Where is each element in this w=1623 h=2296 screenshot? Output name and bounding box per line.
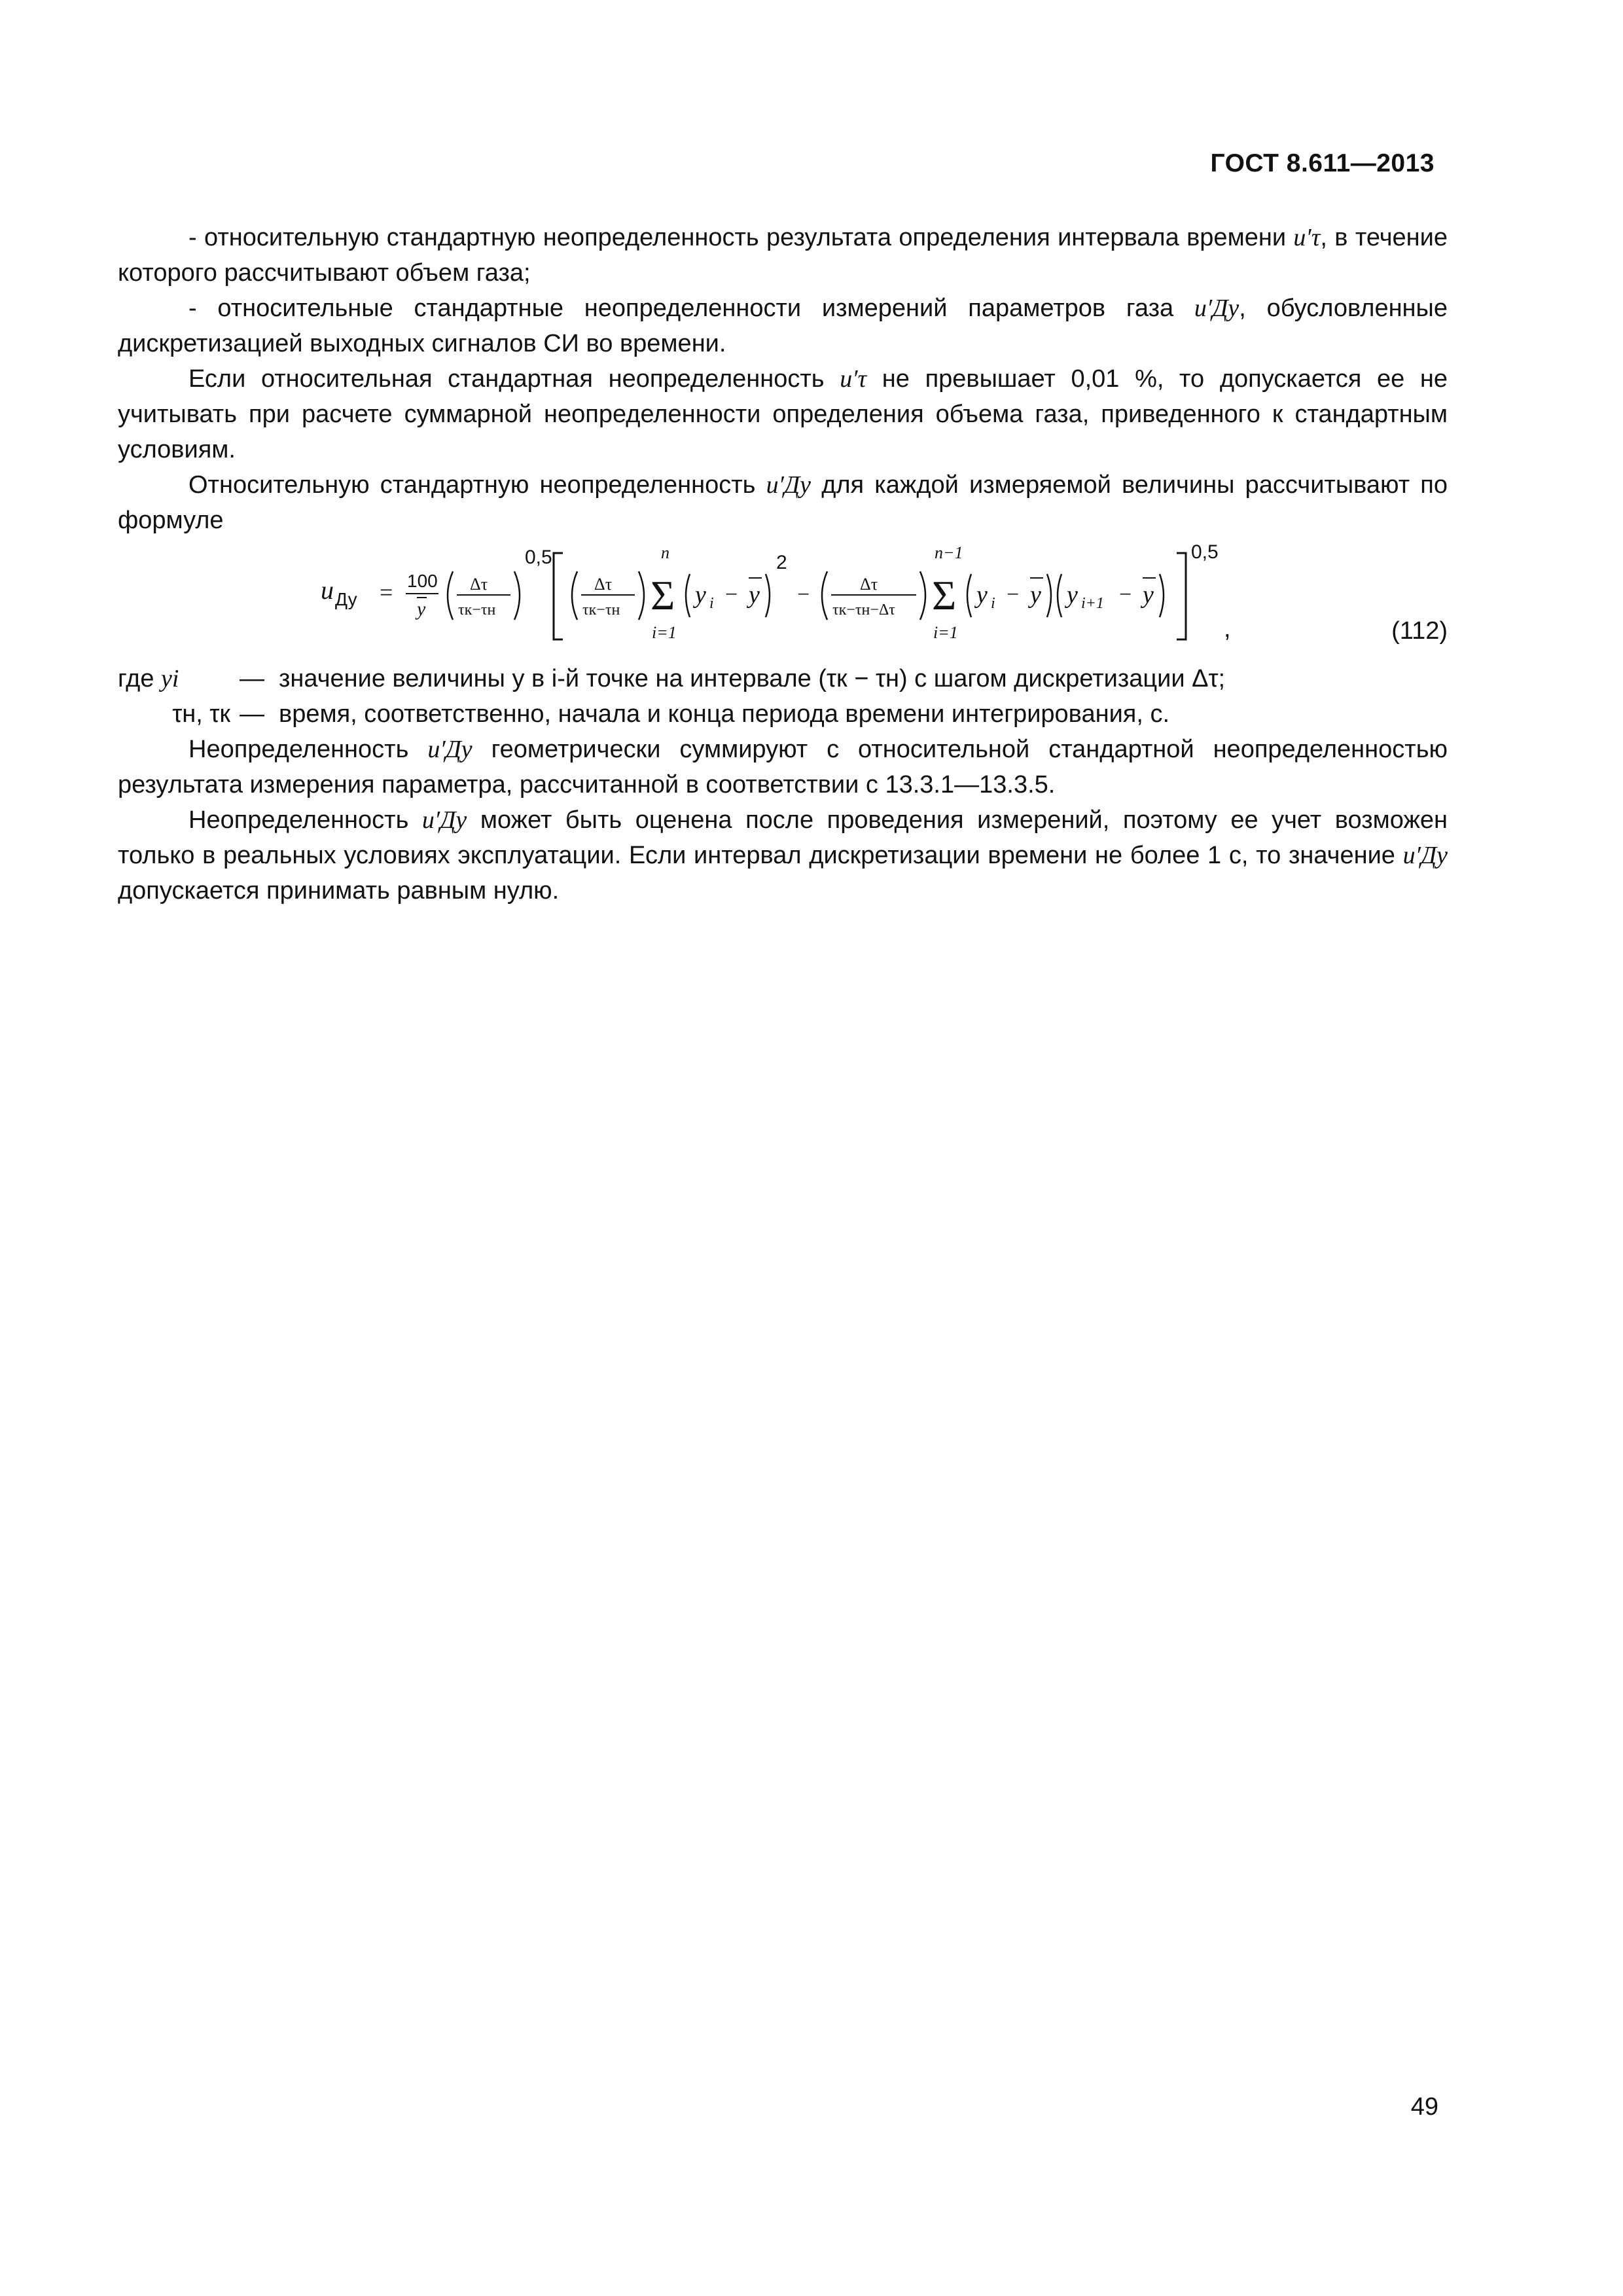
formula-coef-num: 100 [407,571,438,591]
paren-left [686,574,690,617]
paren-left [1058,574,1061,617]
paren-left [822,571,827,620]
legend-term: τн, τк [172,700,230,728]
formula-delta-tau: Δτ [860,575,878,594]
paren-right [1047,574,1051,617]
formula-minus: − [725,583,738,607]
paragraph-2: - относительные стандартные неопределенности измерений параметров газа u′Ду, обусловленные дискретизацией выходных сигналов СИ во времени. [118,295,1448,357]
formula-sum-lower: i=1 [652,623,677,642]
formula-sum2-upper: n−1 [935,543,963,562]
paragraph-6: Неопределенность u′Ду может быть оценена после проведения измерений, поэтому ее учет возможен только в реальных условиях эксплуатации. Если интервал дискретизации времени не более 1 с, то значение u′Ду допускается принимать равным нулю. [118,806,1448,905]
formula-yi1: y [1067,581,1078,609]
formula-yi: y [695,581,706,609]
symbol-u-tau: u′τ [840,365,867,393]
formula-yi: y [976,581,988,609]
formula-exp: 0,5 [525,547,552,568]
legend-dash: — [240,700,264,728]
text-block-bottom [118,732,1448,908]
paren-left [967,574,971,617]
formula-sum-lower: i=1 [933,623,958,642]
formula-sum1-upper: n [661,543,669,562]
formula-minus: − [1007,583,1020,607]
paren-right [639,571,644,620]
page-number: 49 [1410,2093,1438,2121]
formula-ybar: y [1030,581,1041,609]
sigma-icon: Σ [651,572,675,619]
formula-delta-tau: Δτ [470,575,488,594]
formula-den1: τк−τн [582,601,620,619]
formula-ybar: y [749,581,760,609]
standard-header: ГОСТ 8.611—2013 [1210,149,1435,177]
paragraph-5: Неопределенность u′Ду геометрически суммируют с относительной стандартной неопределенностью результата измерения параметра, рассчитанной в соответствии с 13.3.1—13.3.5. [118,736,1448,798]
formula-sub-i: i [709,595,714,612]
paren-left [448,571,453,620]
legend-term: yi [161,665,179,692]
symbol-u-dy: u′Ду [1194,295,1240,322]
legend-row: где yi — значение величины y в i-й точке на интервале (τк − τн) с шагом дискретизации Δτ; [118,661,1448,696]
formula-square: 2 [776,552,787,573]
paragraph-1: - относительную стандартную неопределенность результата определения интервала времени u′τ, в течение которого рассчитывают объем газа; [118,224,1448,287]
formula-lhs-sub: Ду [335,589,357,609]
paren-right [514,571,520,620]
formula-minus: − [1119,583,1132,607]
legend-dash: — [240,665,264,692]
symbol-u-dy: u′Ду [421,806,467,834]
formula-comma: , [1224,615,1231,643]
formula-den1: τк−τн [458,601,496,619]
paren-left [572,571,577,620]
bracket-left [554,553,563,639]
formula-graphic [314,533,1309,651]
paren-right [1160,574,1164,617]
formula-minus: − [797,583,810,607]
formula-den2: τк−τн−Δτ [832,601,895,619]
formula-exp: 0,5 [1191,541,1219,563]
formula-lhs: u [321,575,334,605]
legend-row [118,696,1448,732]
formula-number: (112) [1391,617,1448,645]
formula-delta-tau: Δτ [594,575,613,594]
variable-legend [118,661,1448,732]
formula-112 [118,533,1448,651]
sigma-icon: Σ [932,572,957,619]
bracket-right [1177,553,1186,639]
paragraph-4: Относительную стандартную неопределенность u′Ду для каждой измеряемой величины рассчитывают по формуле [118,471,1448,534]
paren-right [766,574,770,617]
paren-right [920,571,925,620]
text-block-top [118,220,1448,538]
symbol-u-dy: u′Ду [1402,842,1448,869]
formula-coef-den: y [417,598,426,620]
legend-text: время, соответственно, начала и конца периода времени интегрирования, с. [279,700,1170,728]
formula-sub-i: i [991,595,995,612]
symbol-u-dy: u′Ду [427,736,473,763]
symbol-u-tau: u′τ [1293,224,1321,251]
paragraph-3: Если относительная стандартная неопределенность u′τ не превышает 0,01 %, то допускается ее не учитывать при расчете суммарной неопределенности определения объема газа, приведенного к стандартным условиям. [118,365,1448,463]
formula-equals: = [380,579,393,605]
legend-text: значение величины y в i-й точке на интервале (τк − τн) с шагом дискретизации Δτ; [279,665,1226,692]
formula-sub-i1: i+1 [1081,595,1104,612]
formula-ybar: y [1143,581,1154,609]
symbol-u-dy: u′Ду [766,471,812,499]
